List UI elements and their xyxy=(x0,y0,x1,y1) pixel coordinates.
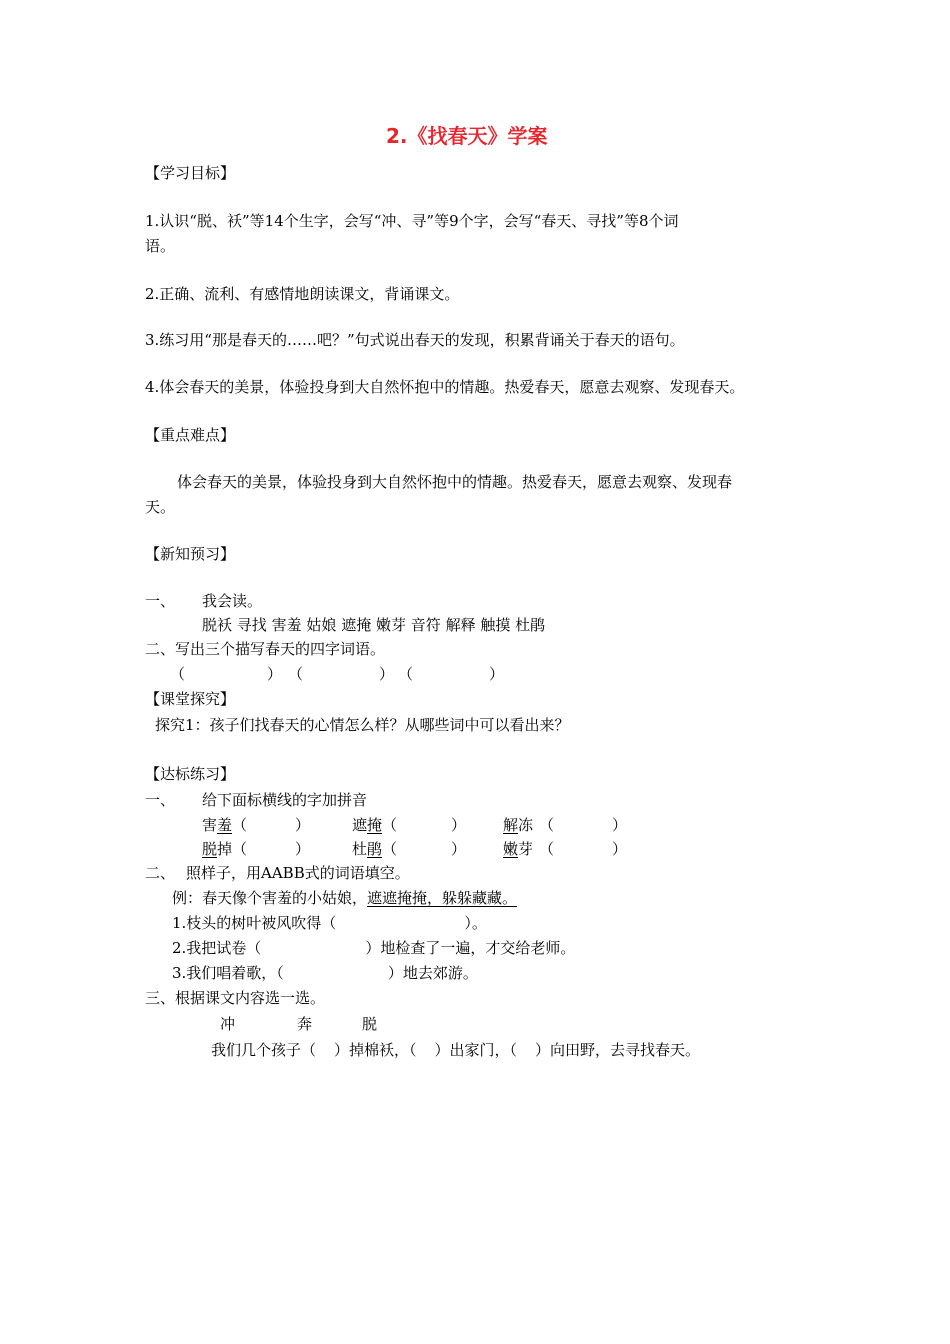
goal-2: 2.正确、流利、有感情地朗读课文，背诵课文。 xyxy=(145,285,460,303)
reading-words xyxy=(202,614,545,636)
practice-q3: 三、根据课文内容选一选。 xyxy=(145,989,326,1007)
preview-q2: 二、写出三个描写春天的四字词语。 xyxy=(145,640,386,658)
aabb-sentence-3: 3.我们唱着歌，（ ）地去郊游。 xyxy=(172,964,478,982)
key-line-2: 天。 xyxy=(145,498,176,516)
blank-2: （ ） xyxy=(288,665,395,683)
reading-word: 姑娘 xyxy=(306,616,337,634)
goal-1-line-1: 1.认识“脱、袄”等14个生字，会写“冲、寻”等9个字，会写“春天、寻找”等8个词 xyxy=(145,212,679,230)
preview-q1-text: 我会读。 xyxy=(202,592,263,610)
example-sentence: 例：春天像个害羞的小姑娘，遮遮掩掩，躲躲藏藏。 xyxy=(172,889,518,907)
page-title: 2.《找春天》学案 xyxy=(386,124,548,148)
goal-1-line-2: 语。 xyxy=(145,237,176,255)
reading-word: 脱袄 xyxy=(202,616,233,634)
aabb-sentence-2: 2.我把试卷（ ）地检查了一遍，才交给老师。 xyxy=(172,939,576,957)
reading-word: 遮掩 xyxy=(341,616,372,634)
pinyin-item: 脱掉（ ） xyxy=(202,840,311,858)
reading-word: 寻找 xyxy=(236,616,267,634)
pinyin-item: 杜鹃（ ） xyxy=(352,840,467,858)
reading-word: 嫩芽 xyxy=(375,616,406,634)
goal-4: 4.体会春天的美景，体验投身到大自然怀抱中的情趣。热爱春天，愿意去观察、发现春天。 xyxy=(145,378,745,396)
explore-q1: 探究1：孩子们找春天的心情怎么样？从哪些词中可以看出来？ xyxy=(155,716,570,734)
pinyin-item: 害羞（ ） xyxy=(202,816,311,834)
choice-word: 脱 xyxy=(362,1015,378,1033)
blank-1: （ ） xyxy=(170,665,283,683)
preview-heading: 【新知预习】 xyxy=(145,545,236,563)
practice-q1-text: 给下面标横线的字加拼音 xyxy=(202,791,368,809)
practice-q2-text: 照样子，用AABB式的词语填空。 xyxy=(186,864,410,882)
key-heading: 【重点难点】 xyxy=(145,426,236,444)
aabb-sentence-1: 1.枝头的树叶被风吹得（ ）。 xyxy=(172,914,487,932)
reading-word: 触摸 xyxy=(480,616,511,634)
reading-word: 杜鹃 xyxy=(515,616,546,634)
reading-word: 害羞 xyxy=(271,616,302,634)
key-line-1: 体会春天的美景，体验投身到大自然怀抱中的情趣。热爱春天，愿意去观察、发现春 xyxy=(177,473,733,491)
preview-q1-number: 一、 xyxy=(145,592,176,610)
pinyin-item: 遮掩（ ） xyxy=(352,816,467,834)
blank-3: （ ） xyxy=(398,665,505,683)
reading-word: 解释 xyxy=(445,616,476,634)
practice-q1-number: 一、 xyxy=(145,791,176,809)
choice-sentence: 我们几个孩子（ ）掉棉袄，（ ）出家门，（ ）向田野，去寻找春天。 xyxy=(211,1041,701,1059)
reading-word: 音符 xyxy=(410,616,441,634)
pinyin-item: 嫩芽 （ ） xyxy=(503,840,628,858)
explore-heading: 【课堂探究】 xyxy=(145,690,236,708)
practice-q2-number: 二、 xyxy=(145,864,176,882)
pinyin-item: 解冻 （ ） xyxy=(503,816,628,834)
practice-heading: 【达标练习】 xyxy=(145,765,236,783)
choice-word: 奔 xyxy=(297,1015,313,1033)
choice-word: 冲 xyxy=(220,1015,236,1033)
goal-3: 3.练习用“那是春天的……吧？”句式说出春天的发现，积累背诵关于春天的语句。 xyxy=(145,331,685,349)
goals-heading: 【学习目标】 xyxy=(145,164,236,182)
